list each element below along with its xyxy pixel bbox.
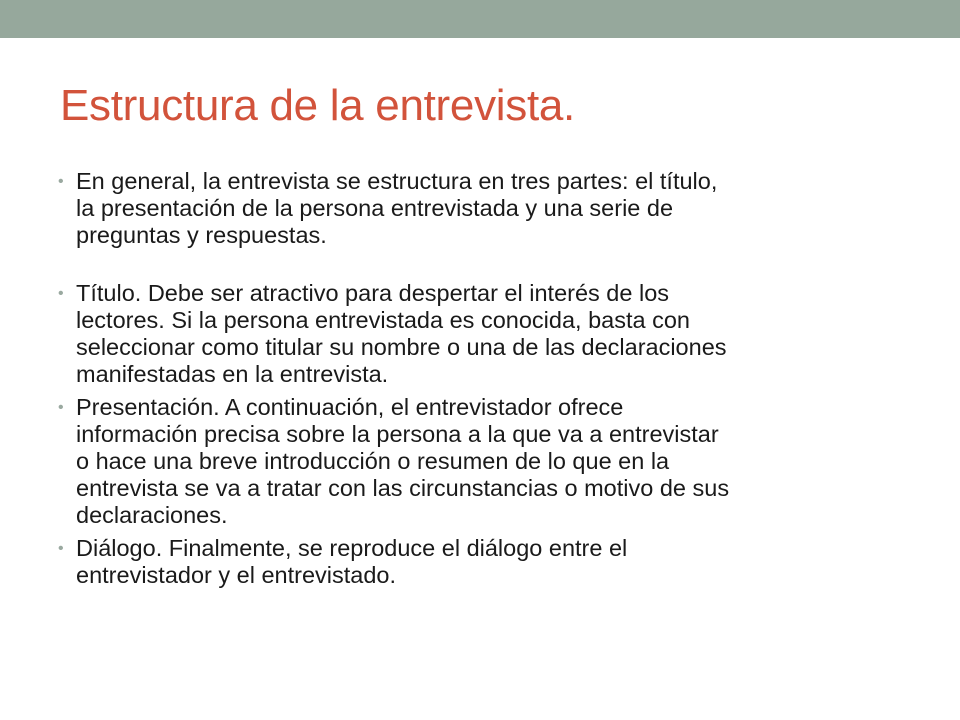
bullet-line: lectores. Si la persona entrevistada es conocida, basta con: [76, 307, 690, 333]
bullet-line: o hace una breve introducción o resumen de lo que en la: [76, 448, 670, 474]
bullet-line: entrevista se va a tratar con las circunstancias o motivo de sus: [76, 475, 730, 501]
top-decorative-band: [0, 0, 960, 38]
bullet-line: Diálogo. Finalmente, se reproduce el diálogo entre el: [76, 535, 628, 561]
bullet-icon: •: [58, 540, 64, 557]
bullet-line: Presentación. A continuación, el entrevistador ofrece: [76, 394, 624, 420]
bullet-line: seleccionar como titular su nombre o una de las declaraciones: [76, 334, 727, 360]
bullet-line: la presentación de la persona entrevistada y una serie de: [76, 195, 674, 221]
bullet-item-titulo: [58, 280, 900, 388]
bullet-line: En general, la entrevista se estructura en tres partes: el título,: [76, 168, 718, 194]
bullet-item-general: [58, 168, 900, 249]
bullet-item-dialogo: [58, 535, 900, 589]
bullet-item-presentacion: [58, 394, 900, 529]
bullet-line: preguntas y respuestas.: [76, 222, 327, 248]
bullet-line: información precisa sobre la persona a la que va a entrevistar: [76, 421, 719, 447]
bullet-line: entrevistador y el entrevistado.: [76, 562, 397, 588]
bullet-icon: •: [58, 285, 64, 302]
bullet-line: Título. Debe ser atractivo para despertar el interés de los: [76, 280, 670, 306]
slide-body: [58, 168, 918, 589]
bullet-line: declaraciones.: [76, 502, 228, 528]
bullet-line: manifestadas en la entrevista.: [76, 361, 389, 387]
bullet-icon: •: [58, 173, 64, 190]
bullet-icon: •: [58, 399, 64, 416]
slide-title: Estructura de la entrevista.: [60, 81, 575, 130]
